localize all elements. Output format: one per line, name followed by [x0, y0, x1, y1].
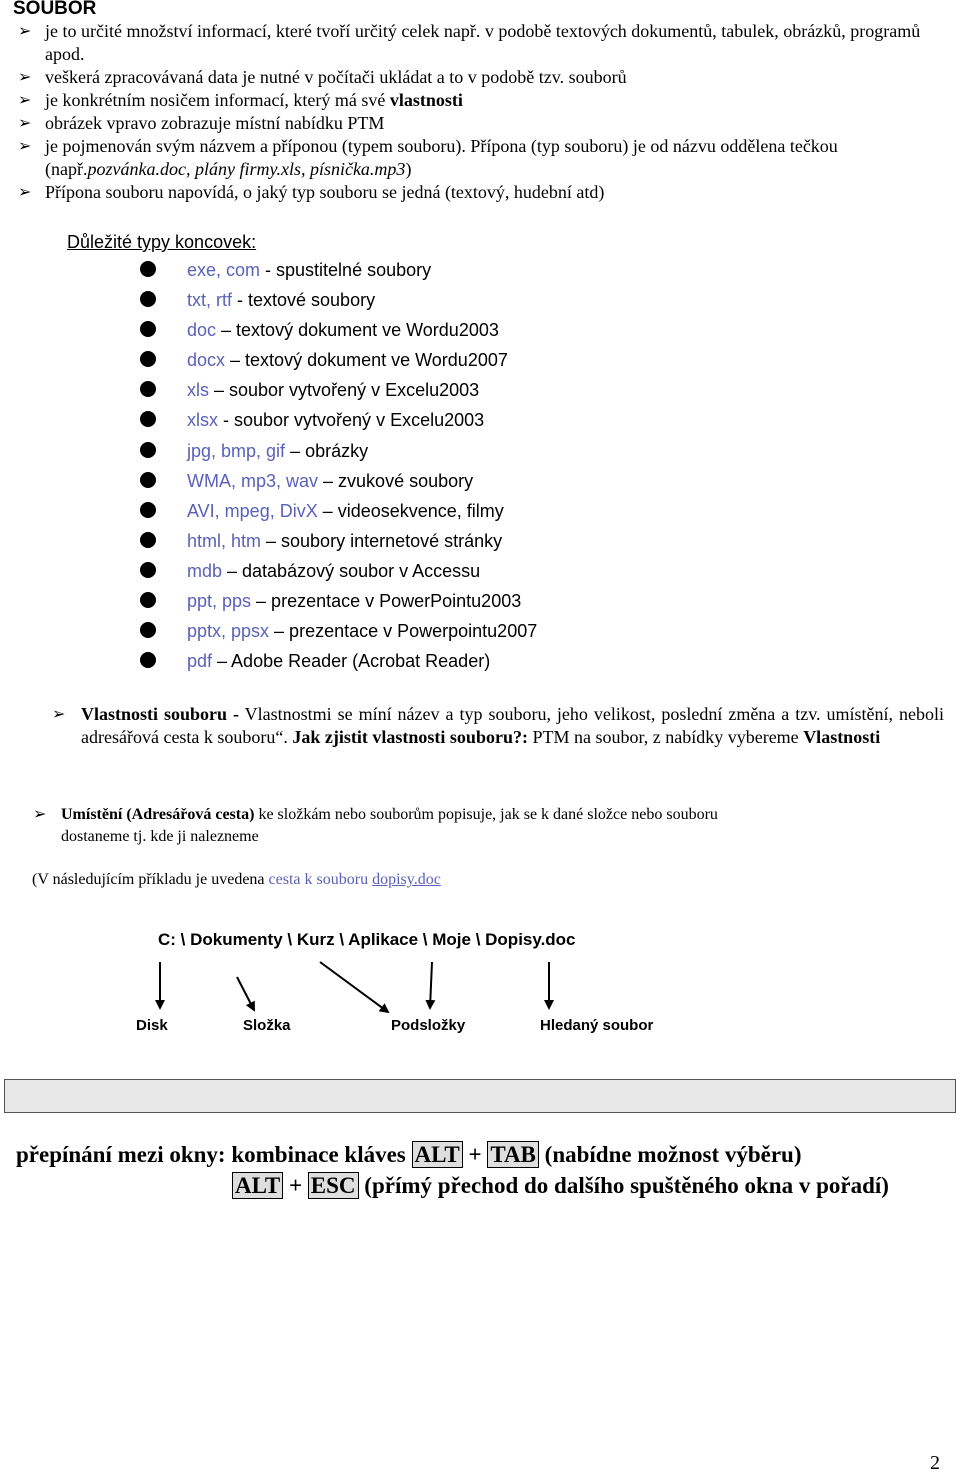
file-types-list: [140, 256, 537, 677]
arrow-bullet-icon: ➢: [18, 69, 32, 86]
file-extension: ppt, pps: [187, 591, 252, 612]
file-type-item: [140, 286, 537, 316]
file-extension: txt, rtf: [187, 290, 232, 311]
file-extension: WMA, mp3, wav: [187, 470, 319, 491]
example-file-link[interactable]: dopisy.doc: [372, 871, 441, 888]
round-bullet-icon: [140, 321, 156, 337]
file-type-description: – prezentace v Powerpointu2007: [269, 621, 538, 642]
file-type-item: [140, 467, 537, 497]
round-bullet-icon: [140, 291, 156, 307]
example-highlight: cesta k souboru: [268, 871, 373, 888]
shortcut-line-1: [16, 1142, 802, 1168]
round-bullet-icon: [140, 562, 156, 578]
location-paragraph: [33, 804, 733, 848]
bullet-item: [18, 89, 938, 112]
arrow-to-subfolders-1: [320, 962, 388, 1012]
file-type-description: – zvukové soubory: [318, 470, 474, 491]
arrow-bullet-icon: ➢: [18, 115, 32, 132]
gray-divider-box: [4, 1079, 956, 1113]
properties-question: Jak zjistit vlastnosti souboru?:: [292, 727, 528, 747]
bullet-text: je pojmenován svým názvem a příponou (typem souboru). Přípona (typ souboru) je od názvu oddělena tečkou (např.: [45, 136, 838, 179]
page-number: 2: [930, 1452, 940, 1474]
file-extension: pptx, ppsx: [187, 621, 270, 642]
label-searched-file: Hledaný soubor: [540, 1017, 654, 1034]
properties-title: Vlastnosti souboru -: [81, 704, 239, 724]
plus-sign: +: [462, 1142, 488, 1167]
round-bullet-icon: [140, 592, 156, 608]
arrow-bullet-icon: ➢: [18, 184, 32, 201]
file-extension: AVI, mpeg, DivX: [187, 500, 318, 521]
file-type-item: [140, 376, 537, 406]
file-type-item: [140, 647, 537, 677]
file-type-item: [140, 437, 537, 467]
round-bullet-icon: [140, 261, 156, 277]
file-extension: html, htm: [187, 530, 262, 551]
bullet-bold-text: vlastnosti: [389, 90, 463, 110]
file-extension: docx: [187, 350, 226, 371]
file-type-description: – videosekvence, filmy: [317, 500, 504, 521]
file-type-item: [140, 527, 537, 557]
file-extension: jpg, bmp, gif: [187, 440, 286, 461]
file-extension: mdb: [187, 560, 223, 581]
file-type-item: [140, 346, 537, 376]
file-type-item: [140, 587, 537, 617]
bullet-text: je to určité množství informací, které tvoří určitý celek např. v podobě textových dokumentů, tabulek, obrázků, programů apod.: [45, 21, 921, 64]
file-extension: xls: [187, 380, 209, 401]
file-type-description: – databázový soubor v Accessu: [222, 560, 481, 581]
round-bullet-icon: [140, 472, 156, 488]
file-type-description: - textové soubory: [232, 290, 376, 311]
key-alt: ALT: [232, 1172, 283, 1199]
arrow-bullet-icon: ➢: [18, 138, 32, 155]
label-subfolders: Podsložky: [391, 1017, 466, 1034]
bullet-item: [18, 20, 938, 66]
file-type-description: – Adobe Reader (Acrobat Reader): [212, 651, 491, 672]
file-extension: exe, com: [187, 260, 261, 280]
bullet-item: [18, 66, 938, 89]
round-bullet-icon: [140, 411, 156, 427]
label-folder: Složka: [243, 1017, 291, 1034]
path-example: C: \ Dokumenty \ Kurz \ Aplikace \ Moje \ Dopisy.doc: [158, 930, 576, 949]
intro-bullet-list: [18, 20, 938, 204]
example-prefix: (V následujícím příkladu je uvedena: [32, 871, 269, 888]
properties-text: Vlastnostmi se míní název a typ souboru, jeho velikost, poslední změna a tzv. umístění, neboli adresářová cesta k souboru“.: [81, 704, 944, 747]
file-type-description: – textový dokument ve Wordu2003: [216, 320, 499, 341]
location-text: ke složkám nebo souborům popisuje, jak se k dané složce nebo souboru dostaneme tj. kde ji nalezneme: [61, 806, 718, 845]
properties-answer-bold: Vlastnosti: [803, 727, 881, 747]
location-title: Umístění (Adresářová cesta): [61, 806, 255, 823]
properties-answer: PTM na soubor, z nabídky vybereme: [527, 727, 804, 747]
key-esc: ESC: [308, 1172, 359, 1199]
shortcut-suffix: (nabídne možnost výběru): [538, 1142, 802, 1167]
file-type-description: – soubory internetové stránky: [261, 530, 503, 551]
bullet-text: veškerá zpracovávaná data je nutné v počítači ukládat a to v podobě tzv. souborů: [45, 67, 627, 87]
shortcut-suffix: (přímý přechod do dalšího spuštěného okna v pořadí): [358, 1173, 889, 1198]
example-line: [32, 868, 441, 891]
arrow-bullet-icon: ➢: [18, 23, 32, 40]
bullet-item: [18, 112, 938, 135]
file-type-description: – obrázky: [285, 440, 369, 461]
arrow-bullet-icon: ➢: [33, 806, 47, 823]
round-bullet-icon: [140, 351, 156, 367]
key-alt: ALT: [412, 1141, 463, 1168]
arrow-bullet-icon: ➢: [52, 706, 66, 723]
round-bullet-icon: [140, 381, 156, 397]
round-bullet-icon: [140, 652, 156, 668]
shortcut-prefix: přepínání mezi okny: kombinace kláves: [16, 1142, 412, 1167]
bullet-italic-text: pozvánka.doc, plány firmy.xls, písnička.mp3: [87, 159, 406, 179]
bullet-text: je konkrétním nosičem informací, který má své: [45, 90, 390, 110]
bullet-item: [18, 135, 938, 181]
file-type-description: – textový dokument ve Wordu2007: [225, 350, 508, 371]
file-type-item: [140, 256, 537, 286]
bullet-text: obrázek vpravo zobrazuje místní nabídku PTM: [45, 113, 385, 133]
file-type-item: [140, 497, 537, 527]
file-type-description: - spustitelné soubory: [260, 260, 432, 280]
key-tab: TAB: [487, 1141, 539, 1168]
file-extension: xlsx: [187, 410, 218, 431]
bullet-text: Přípona souboru napovídá, o jaký typ souboru se jedná (textový, hudební atd): [45, 182, 605, 202]
file-type-item: [140, 316, 537, 346]
arrow-bullet-icon: ➢: [18, 92, 32, 109]
file-type-description: – prezentace v PowerPointu2003: [251, 591, 522, 612]
round-bullet-icon: [140, 532, 156, 548]
file-types-title: Důležité typy koncovek:: [67, 232, 257, 252]
label-disk: Disk: [136, 1017, 168, 1034]
shortcut-line-2: [232, 1173, 889, 1199]
arrow-to-subfolders-2: [430, 962, 432, 1008]
round-bullet-icon: [140, 502, 156, 518]
file-extension: doc: [187, 320, 217, 341]
page-heading: SOUBOR: [13, 0, 97, 19]
file-type-description: - soubor vytvořený v Excelu2003: [218, 410, 485, 431]
properties-paragraph: [52, 703, 944, 749]
file-type-item: [140, 617, 537, 647]
bullet-text-end: ): [405, 159, 412, 179]
file-type-description: – soubor vytvořený v Excelu2003: [209, 380, 480, 401]
round-bullet-icon: [140, 442, 156, 458]
arrow-to-folder: [237, 977, 254, 1010]
file-type-item: [140, 406, 537, 436]
file-type-item: [140, 557, 537, 587]
plus-sign: +: [283, 1173, 308, 1198]
round-bullet-icon: [140, 622, 156, 638]
bullet-item: [18, 181, 938, 204]
file-extension: pdf: [187, 651, 213, 672]
